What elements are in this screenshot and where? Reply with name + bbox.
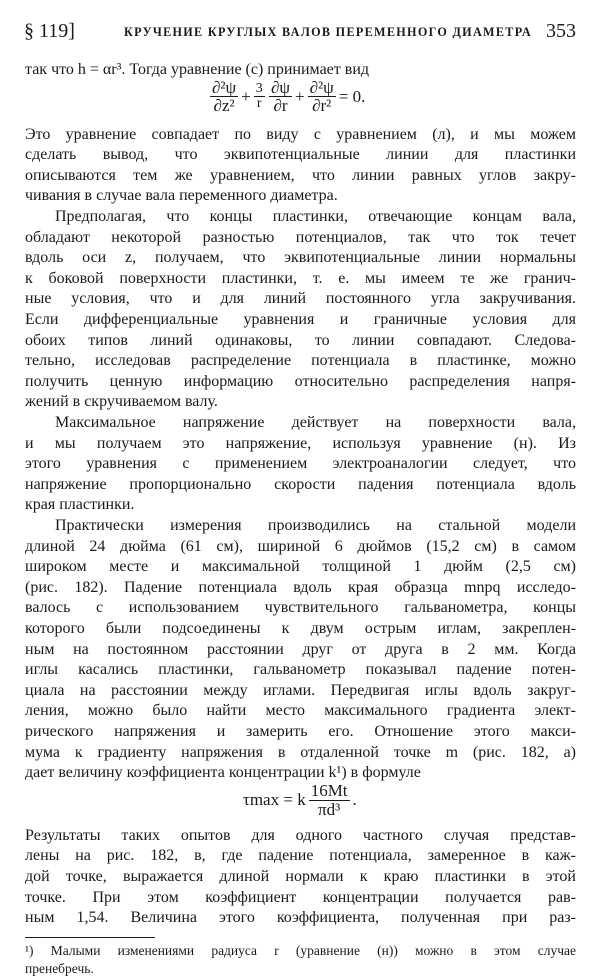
text-line: края пластинки. bbox=[25, 496, 135, 514]
text-line: ления, можно было найти место максимального градиента элект- bbox=[25, 702, 576, 720]
text-line: длиной 24 дюйма (61 см), шириной 6 дюймов (15,2 см) в самом bbox=[25, 537, 576, 555]
text-line: сделать вывод, что эквипотенциальные линии для пластинки bbox=[25, 146, 576, 164]
text-line: напряжение пропорционально скорости падения потенциала вдоль bbox=[25, 475, 576, 493]
text-line: широком месте и максимальной толщиной 1 дюйм (2,5 см) bbox=[25, 558, 576, 576]
text-line: ные условия, что и для линий постоянного угла закручивания. bbox=[25, 290, 576, 308]
text-line: получить ценную информацию относительно распределения напря- bbox=[25, 372, 576, 390]
text-line: жений в скручиваемом валу. bbox=[25, 393, 218, 411]
formula-laplace: $\frac{\text{∂²ψ}}{\text{∂z²}}$ + $\frac{3}{r}$ $\frac{\partial\psi}{\partial r}$ + $\frac{\text{∂²ψ}}{\text{∂r²}}$ = 0. bbox=[212, 77, 366, 116]
text-line: так что h = αr³. Тогда уравнение (c) принимает вид bbox=[25, 61, 370, 78]
frac-3-r: $\frac{3}{r}$ bbox=[255, 80, 263, 112]
text-line: Максимальное напряжение действует на поверхности вала, bbox=[55, 414, 576, 431]
text-line: описываются тем же уравнением, что линии равных углов закру- bbox=[25, 166, 576, 184]
text-line: Практически измерения производились на стальной модели bbox=[55, 517, 576, 534]
text-line: к боковой поверхности пластинки, т. е. мы имеем те же гранич- bbox=[25, 269, 576, 287]
page-number: 353 bbox=[546, 20, 576, 42]
text-line: Предполагая, что концы пластинки, отвечающие концам вала, bbox=[55, 208, 576, 225]
footnote-rule bbox=[25, 937, 155, 938]
formula-tau-max: τmax = k $\frac{16Mt}{\text{πd³}}$ . bbox=[243, 780, 357, 819]
text-line: ным 1,54. Величина этого коэффициента, полученная при раз- bbox=[25, 909, 576, 927]
text-line: дой точке, выражается длиной нормали к краю пластинки в этой bbox=[25, 868, 576, 885]
text-line: мума к градиенту напряжения в отдаленной точке m (рис. 182, а) bbox=[25, 743, 576, 761]
text-line: ным на постоянном расстоянии друг от друга в 2 мм. Когда bbox=[25, 640, 576, 658]
text-line: обладают некоторой разностью потенциалов, так что ток течет bbox=[25, 228, 576, 246]
text-line: лены на рис. 182, в, где падение потенциала, замеренное в каж- bbox=[25, 847, 576, 865]
text-line: дает величину коэффициента концентрации k¹) в формуле bbox=[25, 764, 421, 782]
text-line: иглы касались пластинки, гальванометр показывал падение потен- bbox=[25, 661, 576, 679]
text-line: чивания в случае вала переменного диаметра. bbox=[25, 187, 338, 205]
text-line: Если дифференциальные уравнения и граничные условия для bbox=[25, 311, 576, 328]
text-line: и мы получаем это напряжение, используя уравнение (н). Из bbox=[25, 434, 576, 452]
text-line: Это уравнение совпадает по виду с уравнением (л), и мы можем bbox=[25, 125, 576, 143]
text-line: валось с использованием чувствительного гальванометра, концы bbox=[25, 599, 576, 617]
text-line: циала на расстоянии между иглами. Передвигая иглы вдоль закруг- bbox=[25, 681, 576, 699]
footnote-line: ¹) Малыми изменениями радиуса r (уравнение (н)) можно в этом случае bbox=[25, 942, 576, 958]
footnote-line: пренебречь. bbox=[25, 960, 94, 976]
frac-16mt-pid3: $\frac{16Mt}{\text{πd³}}$ bbox=[310, 780, 348, 819]
text-line: точке. При этом коэффициент концентрации получается рав- bbox=[25, 888, 576, 906]
text-line: (рис. 182). Падение потенциала вдоль края образца mnpq исследо- bbox=[25, 578, 576, 596]
text-line: тельно, исследовав распределение потенциала в пластинке, можно bbox=[25, 352, 576, 370]
frac-d2psi-dz2: $\frac{\text{∂²ψ}}{\text{∂z²}}$ bbox=[212, 77, 237, 116]
text-line: которого были подсоединены к двум острым иглам, закреплен- bbox=[25, 620, 576, 637]
running-title: КРУЧЕНИЕ КРУГЛЫХ ВАЛОВ ПЕРЕМЕННОГО ДИАМЕТРА bbox=[124, 25, 533, 39]
text-line: рического напряжения и замерить его. Отношение этого макси- bbox=[25, 723, 576, 740]
text-line: Результаты таких опытов для одного частного случая представ- bbox=[25, 826, 576, 844]
text-line: обоих типов линий одинаковы, то линии совпадают. Следова- bbox=[25, 331, 576, 349]
frac-d2psi-dr2: $\frac{\text{∂²ψ}}{\text{∂r²}}$ bbox=[309, 77, 334, 116]
running-header bbox=[24, 20, 576, 44]
frac-dpsi-dr: $\frac{\partial\psi}{\partial r}$ bbox=[270, 77, 291, 116]
text-line: этого уравнения с применением электроаналогии следует, что bbox=[25, 455, 576, 473]
section-number: § 119] bbox=[24, 20, 75, 42]
text-line: вдоль оси z, получаем, что эквипотенциальные линии нормальны bbox=[25, 249, 576, 267]
